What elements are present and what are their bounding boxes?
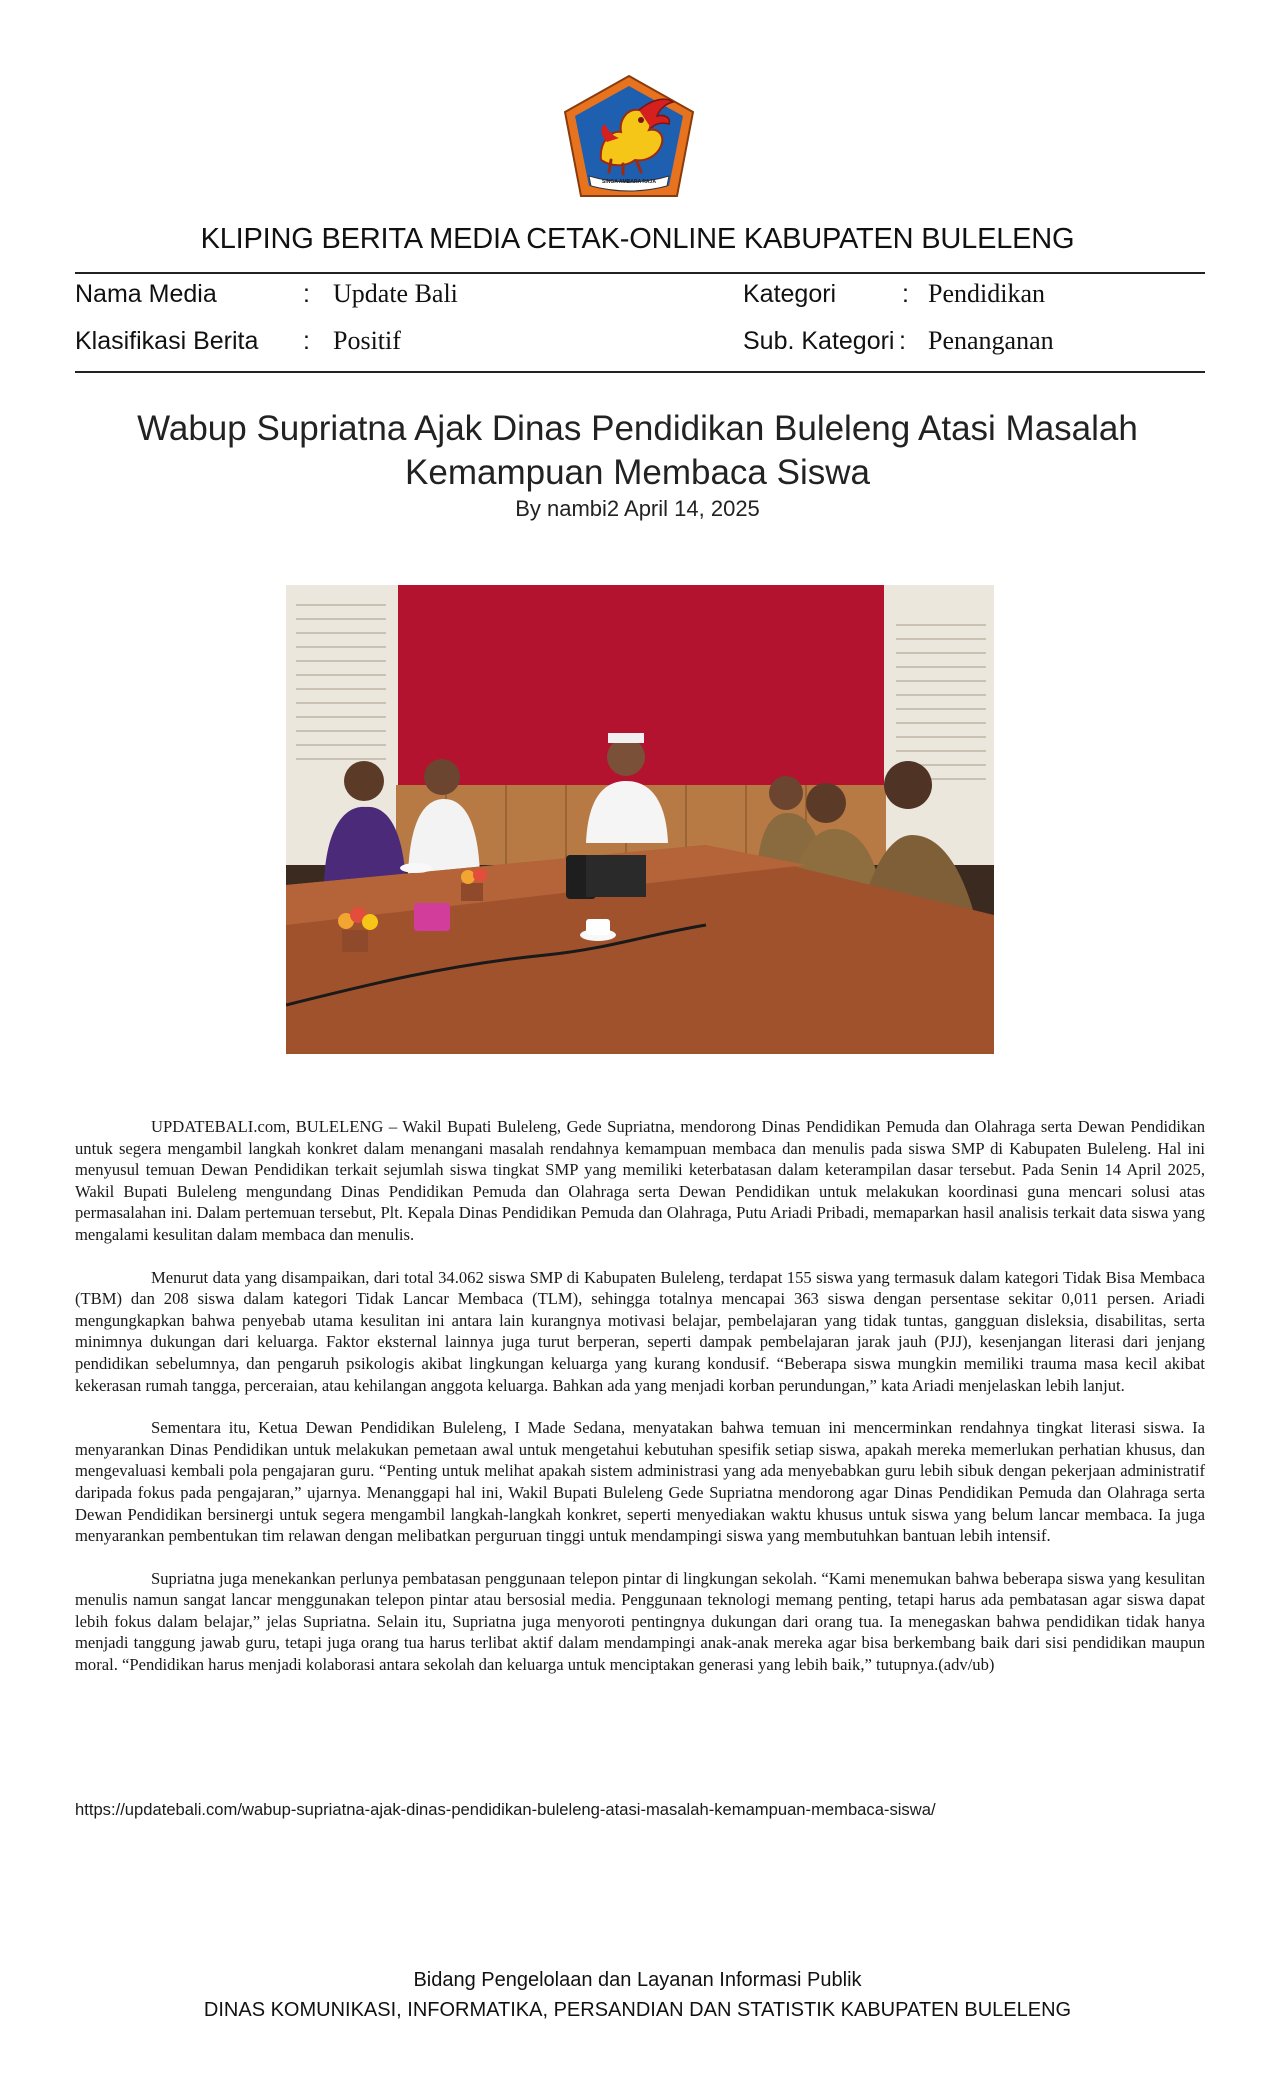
klasifikasi-berita-colon: : (303, 327, 310, 355)
kategori-value: Pendidikan (928, 279, 1045, 308)
article-title: Wabup Supriatna Ajak Dinas Pendidikan Buleleng Atasi Masalah Kemampuan Membaca Siswa (137, 409, 1138, 492)
nama-media-label: Nama Media (75, 280, 217, 308)
logo-motto: SINGA AMBARA RAJA (602, 179, 656, 185)
footer-agency: DINAS KOMUNIKASI, INFORMATIKA, PERSANDIAN DAN STATISTIK KABUPATEN BULELENG (203, 1999, 1072, 2021)
article-paragraph: UPDATEBALI.com, BULELENG – Wakil Bupati Buleleng, Gede Supriatna, mendorong Dinas Pendidikan Pemuda dan Olahraga serta Dewan Pendidikan untuk segera mengambil langkah konkret dalam menangani masalah rendahnya kemampuan membaca dan menulis pada siswa SMP di Kabupaten Buleleng. Hal ini menyusul temuan Dewan Pendidikan terkait sejumlah siswa tingkat SMP yang memiliki keterbatasan dalam keterampilan dasar tersebut. Pada Senin 14 April 2025, Wakil Bupati Buleleng mengundang Dinas Pendidikan Pemuda dan Olahraga serta Dewan Pendidikan untuk melakukan koordinasi guna mencari solusi atas permasalahan ini. Dalam pertemuan tersebut, Plt. Kepala Dinas Pendidikan Pemuda dan Olahraga, Putu Ariadi Pribadi, memaparkan hasil analisis terkait data siswa yang mengalami kesulitan dalam membaca dan menulis. (75, 1117, 1205, 1244)
header-divider-bottom (75, 371, 1205, 373)
article-body (75, 1116, 1205, 1697)
buleleng-coat-of-arms-logo (561, 72, 697, 202)
sub-kategori-value: Penanganan (928, 326, 1054, 355)
klasifikasi-berita-label: Klasifikasi Berita (75, 327, 259, 355)
footer-department: Bidang Pengelolaan dan Layanan Informasi Publik (413, 1969, 862, 1991)
article-paragraph: Supriatna juga menekankan perlunya pembatasan penggunaan telepon pintar di lingkungan sekolah. “Kami menemukan bahwa beberapa siswa yang kesulitan menulis namun sangat lancar menggunakan telepon pintar atau bersosial media. Penggunaan teknologi memang penting, tetapi harus ada pembatasan agar siswa dapat lebih fokus dalam belajar,” jelas Supriatna. Selain itu, Supriatna juga menyoroti pentingnya dukungan dari orang tua. Ia menegaskan bahwa pendidikan tidak hanya menjadi tanggung jawab guru, tetapi juga orang tua harus terlibat aktif dalam mendampingi anak-anak mereka agar bisa berkembang baik dari sisi pendidikan maupun moral. “Pendidikan harus menjadi kolaborasi antara sekolah dan keluarga untuk menciptakan generasi yang lebih baik,” tutupnya.(adv/ub) (75, 1568, 1205, 1675)
klasifikasi-berita-value: Positif (333, 326, 401, 355)
article-paragraph: Menurut data yang disampaikan, dari total 34.062 siswa SMP di Kabupaten Buleleng, terdapat 155 siswa yang termasuk dalam kategori Tidak Bisa Membaca (TBM) dan 208 siswa dalam kategori Tidak Lancar Membaca (TLM), sehingga totalnya mencapai 363 siswa dengan persentase sekitar 0,011 persen. Ariadi mengungkapkan bahwa penyebab utama kesulitan ini antara lain kurangnya motivasi belajar, pembelajaran yang tidak tuntas, gangguan disleksia, disabilitas, serta minimnya dukungan dari keluarga. Faktor eksternal lainnya juga turut berperan, seperti dampak pembelajaran jarak jauh (PJJ), kesenjangan literasi dari jenjang pendidikan sebelumnya, dan pengaruh psikologis akibat lingkungan keluarga yang kurang kondusif. “Beberapa siswa mungkin memiliki trauma masa kecil akibat kekerasan rumah tangga, perceraian, atau kehilangan anggota keluarga. Bahkan ada yang menjadi korban perundungan,” kata Ariadi menjelaskan lebih lanjut. (75, 1267, 1205, 1395)
clipping-header-title: KLIPING BERITA MEDIA CETAK-ONLINE KABUPATEN BULELENG (200, 223, 1075, 255)
article-byline: By nambi2 April 14, 2025 (515, 496, 760, 521)
source-url: https://updatebali.com/wabup-supriatna-ajak-dinas-pendidikan-buleleng-atasi-masalah-kemampuan-membaca-siswa/ (75, 1800, 936, 1819)
nama-media-value: Update Bali (333, 279, 458, 308)
header-divider-top (75, 272, 1205, 274)
nama-media-colon: : (303, 280, 310, 308)
sub-kategori-label: Sub. Kategori (743, 327, 895, 355)
kategori-colon: : (902, 280, 909, 308)
meeting-photo (286, 585, 994, 1054)
article-paragraph: Sementara itu, Ketua Dewan Pendidikan Buleleng, I Made Sedana, menyatakan bahwa temuan ini mencerminkan rendahnya tingkat literasi siswa. Ia menyarankan Dinas Pendidikan untuk melakukan pemetaan awal untuk mengetahui kebutuhan spesifik setiap siswa, apakah mereka memerlukan perhatian khusus, dan mengevaluasi kembali pola pengajaran guru. “Penting untuk melihat apakah sistem administrasi yang ada menyebabkan guru lebih sibuk dengan pekerjaan administratif daripada fokus pada pengajaran,” ujarnya. Menanggapi hal ini, Wakil Bupati Buleleng Gede Supriatna mendorong agar Dinas Pendidikan Pemuda dan Olahraga serta Dewan Pendidikan bersinergi untuk segera mengambil langkah-langkah konkret, seperti menyediakan waktu khusus untuk siswa yang belum lancar membaca. Ia juga menyarankan pembentukan tim relawan dengan melibatkan perguruan tinggi untuk mendampingi siswa yang membutuhkan bantuan lebih intensif. (75, 1418, 1205, 1546)
kategori-label: Kategori (743, 280, 837, 308)
sub-kategori-colon: : (899, 327, 906, 355)
